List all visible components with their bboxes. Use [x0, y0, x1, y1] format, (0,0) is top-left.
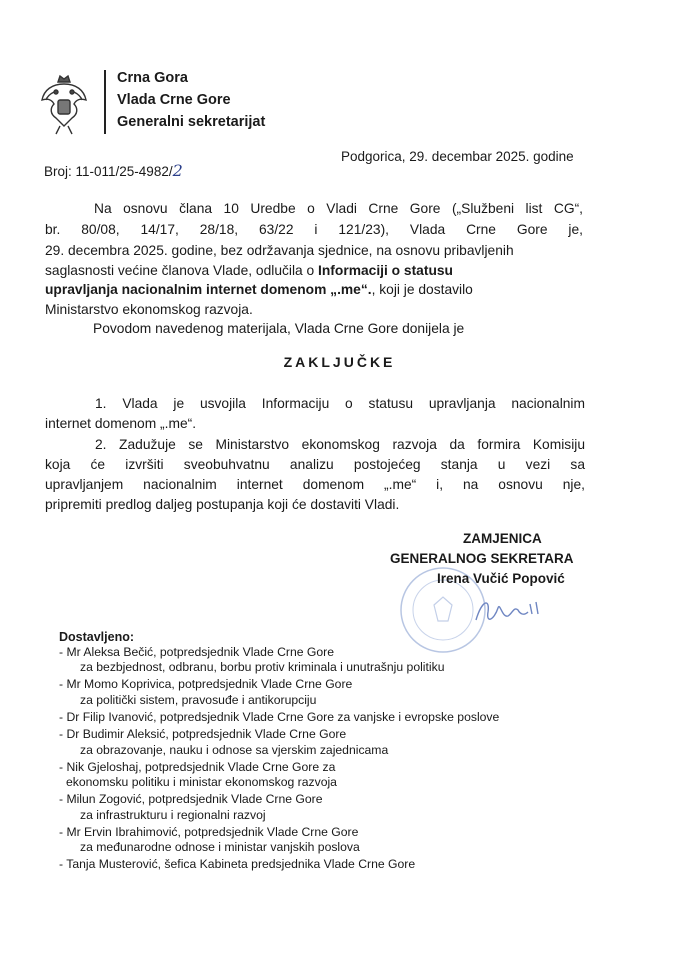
conclusion-2-line-4: pripremiti predlog daljeg postupanja koji će dostaviti Vladi.: [45, 497, 400, 512]
intro-line-5: [45, 282, 473, 297]
conclusions-heading: ZAKLJUČKE: [283, 354, 396, 370]
place-date: Podgorica, 29. decembar 2025. godine: [341, 149, 574, 164]
conclusion-2-line-2: koja će izvršiti sveobuhvatnu analizu postojećeg stanja u vezi sa: [45, 457, 585, 472]
distribution-item-detail: za međunarodne odnose i ministar vanjskih poslova: [80, 840, 360, 854]
distribution-item-detail: za politički sistem, pravosuđe i antikorupciju: [80, 693, 317, 707]
intro-line-4-text: saglasnosti većine članova Vlade, odlučila o: [45, 263, 319, 278]
signature-title-2: GENERALNOG SEKRETARA: [390, 551, 574, 566]
reference-number: [44, 161, 183, 180]
reference-handwritten-suffix: 2: [172, 161, 183, 180]
intro-line-5-text: , koji je dostavilo: [371, 282, 473, 297]
distribution-item: - Nik Gjeloshaj, potpredsjednik Vlade Crne Gore za: [59, 760, 336, 774]
distribution-item: - Milun Zogović, potpredsjednik Vlade Crne Gore: [59, 792, 323, 806]
distribution-item-detail: ekonomsku politiku i ministar ekonomskog razvoja: [66, 775, 337, 789]
intro-line-4-bold: Informaciji o statusu: [318, 263, 453, 278]
distribution-item-detail: za bezbjednost, odbranu, borbu protiv kriminala i unutrašnju politiku: [80, 660, 445, 674]
distribution-item: - Tanja Musterović, šefica Kabineta predsjednika Vlade Crne Gore: [59, 857, 416, 871]
distribution-item-detail: za infrastrukturu i regionalni razvoj: [80, 808, 266, 822]
distribution-item-detail: za obrazovanje, nauku i odnose sa vjerskim zajednicama: [80, 743, 389, 757]
conclusion-1-line-1: 1. Vlada je usvojila Informaciju o statusu upravljanja nacionalnim: [95, 396, 585, 411]
reference-number-text: Broj: 11-011/25-4982/: [44, 164, 173, 179]
distribution-item: - Dr Filip Ivanović, potpredsjednik Vlade Crne Gore za vanjske i evropske poslove: [59, 710, 500, 724]
header-government: Vlada Crne Gore: [117, 92, 231, 108]
distribution-label: Dostavljeno:: [59, 630, 135, 644]
intro-line-3: 29. decembra 2025. godine, bez održavanja sjednice, na osnovu pribavljenih: [45, 243, 514, 258]
distribution-item: - Mr Aleksa Bečić, potpredsjednik Vlade Crne Gore: [59, 645, 335, 659]
intro-line-1: Na osnovu člana 10 Uredbe o Vladi Crne Gore („Službeni list CG“,: [94, 201, 583, 216]
distribution-item: - Mr Momo Koprivica, potpredsjednik Vlade Crne Gore: [59, 677, 353, 691]
header-country: Crna Gora: [117, 70, 188, 86]
distribution-item: - Dr Budimir Aleksić, potpredsjednik Vlade Crne Gore: [59, 727, 347, 741]
signatory-name: Irena Vučić Popović: [437, 571, 565, 586]
header-divider: [104, 70, 106, 134]
intro-line-2: br. 80/08, 14/17, 28/18, 63/22 i 121/23), Vlada Crne Gore je,: [45, 222, 583, 237]
conclusion-1-line-2: internet domenom „.me“.: [45, 416, 197, 431]
intro-line-5-bold: upravljanja nacionalnim internet domenom „.me“.: [45, 282, 372, 297]
intro-line-7: Povodom navedenog materijala, Vlada Crne Gore donijela je: [93, 321, 465, 336]
intro-line-6: Ministarstvo ekonomskog razvoja.: [45, 302, 253, 317]
distribution-item: - Mr Ervin Ibrahimović, potpredsjednik Vlade Crne Gore: [59, 825, 359, 839]
intro-line-4: [45, 263, 453, 278]
coat-of-arms-icon: [38, 72, 90, 136]
conclusion-2-line-3: upravljanjem nacionalnim internet domenom „.me“ i, na osnovu nje,: [45, 477, 585, 492]
handwritten-signature-icon: [468, 590, 548, 630]
header-secretariat: Generalni sekretarijat: [117, 114, 266, 130]
signature-title-1: ZAMJENICA: [463, 531, 542, 546]
conclusion-2-line-1: 2. Zadužuje se Ministarstvo ekonomskog razvoja da formira Komisiju: [95, 437, 585, 452]
